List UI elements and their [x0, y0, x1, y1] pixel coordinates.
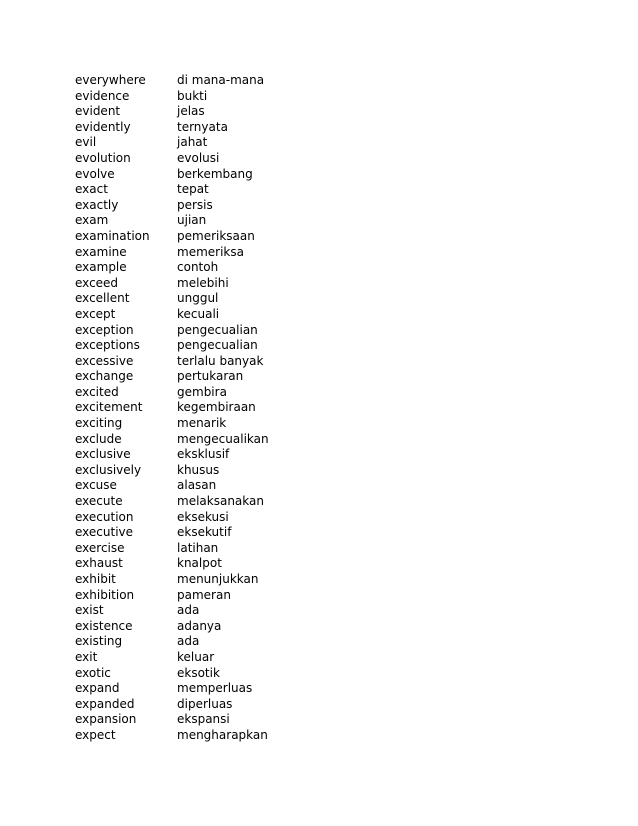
english-word: exact: [75, 182, 108, 197]
indonesian-translation: pemeriksaan: [177, 228, 255, 243]
vocabulary-row: [75, 120, 377, 136]
vocabulary-row: [75, 588, 377, 604]
indonesian-translation: gembira: [177, 384, 227, 399]
indonesian-translation: eksekutif: [177, 525, 232, 540]
vocabulary-row: [75, 432, 377, 448]
english-word: execution: [75, 509, 134, 524]
vocabulary-row: [75, 478, 377, 494]
indonesian-translation: pertukaran: [177, 369, 244, 384]
english-word: examination: [75, 228, 150, 243]
english-word: exercise: [75, 540, 125, 555]
indonesian-translation: memeriksa: [177, 244, 244, 259]
indonesian-translation: ada: [177, 634, 200, 649]
vocabulary-row: [75, 307, 377, 323]
vocabulary-row: [75, 245, 377, 261]
vocabulary-row: [75, 712, 377, 728]
vocabulary-row: [75, 666, 377, 682]
vocabulary-row: [75, 619, 377, 635]
english-word: excessive: [75, 353, 134, 368]
english-word: evolve: [75, 166, 115, 181]
vocabulary-row: [75, 73, 377, 89]
vocabulary-row: [75, 213, 377, 229]
vocabulary-row: [75, 494, 377, 510]
english-word: exclude: [75, 431, 122, 446]
english-word: exhaust: [75, 556, 123, 571]
english-word: executive: [75, 525, 134, 540]
vocabulary-row: [75, 323, 377, 339]
english-word: excuse: [75, 478, 117, 493]
vocabulary-row: [75, 556, 377, 572]
indonesian-translation: adanya: [177, 618, 222, 633]
vocabulary-row: [75, 541, 377, 557]
english-word: exam: [75, 213, 109, 228]
vocabulary-row: [75, 650, 377, 666]
vocabulary-row: [75, 182, 377, 198]
indonesian-translation: eksotik: [177, 665, 220, 680]
english-word: expand: [75, 681, 120, 696]
indonesian-translation: eksekusi: [177, 509, 229, 524]
indonesian-translation: keluar: [177, 649, 215, 664]
indonesian-translation: ternyata: [177, 119, 228, 134]
vocabulary-row: [75, 198, 377, 214]
english-word: everywhere: [75, 73, 146, 87]
indonesian-translation: ada: [177, 603, 200, 618]
indonesian-translation: mengharapkan: [177, 727, 268, 742]
indonesian-translation: bukti: [177, 88, 208, 103]
indonesian-translation: pengecualian: [177, 322, 258, 337]
indonesian-translation: latihan: [177, 540, 219, 555]
english-word: exceptions: [75, 338, 140, 353]
vocabulary-row: [75, 603, 377, 619]
english-word: except: [75, 306, 116, 321]
vocabulary-row: [75, 276, 377, 292]
vocabulary-row: [75, 572, 377, 588]
english-word: existence: [75, 618, 133, 633]
english-word: evil: [75, 135, 97, 150]
indonesian-translation: tepat: [177, 182, 209, 197]
indonesian-translation: terlalu banyak: [177, 353, 264, 368]
english-word: exotic: [75, 665, 111, 680]
english-word: existing: [75, 634, 123, 649]
indonesian-translation: khusus: [177, 462, 220, 477]
indonesian-translation: ekspansi: [177, 712, 230, 727]
indonesian-translation: mengecualikan: [177, 431, 269, 446]
english-word: exciting: [75, 416, 123, 431]
indonesian-translation: contoh: [177, 260, 219, 275]
vocabulary-row: [75, 634, 377, 650]
indonesian-translation: melaksanakan: [177, 494, 264, 509]
vocabulary-row: [75, 291, 377, 307]
indonesian-translation: jelas: [177, 104, 205, 119]
indonesian-translation: persis: [177, 197, 213, 212]
english-word: exceed: [75, 275, 119, 290]
english-word: exclusive: [75, 447, 131, 462]
english-word: exist: [75, 603, 104, 618]
indonesian-translation: diperluas: [177, 696, 233, 711]
vocabulary-row: [75, 354, 377, 370]
vocabulary-row: [75, 89, 377, 105]
english-word: evidently: [75, 119, 131, 134]
english-word: exactly: [75, 197, 119, 212]
english-word: evidence: [75, 88, 130, 103]
indonesian-translation: pameran: [177, 587, 231, 602]
english-word: excitement: [75, 400, 143, 415]
indonesian-translation: knalpot: [177, 556, 222, 571]
vocabulary-row: [75, 525, 377, 541]
indonesian-translation: alasan: [177, 478, 217, 493]
indonesian-translation: kecuali: [177, 306, 220, 321]
vocabulary-row: [75, 510, 377, 526]
vocabulary-row: [75, 728, 377, 744]
english-word: excellent: [75, 291, 130, 306]
vocabulary-row: [75, 681, 377, 697]
vocabulary-row: [75, 400, 377, 416]
indonesian-translation: evolusi: [177, 150, 220, 165]
english-word: expansion: [75, 712, 137, 727]
indonesian-translation: pengecualian: [177, 338, 258, 353]
english-word: examine: [75, 244, 127, 259]
english-word: exclusively: [75, 462, 142, 477]
english-word: execute: [75, 494, 123, 509]
vocabulary-row: [75, 697, 377, 713]
english-word: evolution: [75, 150, 131, 165]
indonesian-translation: menunjukkan: [177, 572, 259, 586]
vocabulary-list: [75, 73, 377, 744]
vocabulary-row: [75, 338, 377, 354]
vocabulary-row: [75, 416, 377, 432]
english-word: exchange: [75, 369, 134, 384]
vocabulary-row: [75, 104, 377, 120]
indonesian-translation: unggul: [177, 291, 219, 306]
english-word: exhibition: [75, 587, 135, 602]
indonesian-translation: ujian: [177, 213, 207, 228]
english-word: exhibit: [75, 572, 116, 586]
indonesian-translation: di mana-mana: [177, 73, 265, 87]
vocabulary-row: [75, 151, 377, 167]
vocabulary-row: [75, 167, 377, 183]
vocabulary-row: [75, 135, 377, 151]
english-word: example: [75, 260, 127, 275]
indonesian-translation: kegembiraan: [177, 400, 256, 415]
english-word: exception: [75, 322, 134, 337]
indonesian-translation: berkembang: [177, 166, 253, 181]
english-word: exit: [75, 649, 98, 664]
indonesian-translation: eksklusif: [177, 447, 230, 462]
vocabulary-row: [75, 463, 377, 479]
indonesian-translation: melebihi: [177, 275, 229, 290]
english-word: expect: [75, 727, 116, 742]
english-word: evident: [75, 104, 121, 119]
indonesian-translation: menarik: [177, 416, 227, 431]
indonesian-translation: jahat: [177, 135, 208, 150]
vocabulary-row: [75, 260, 377, 276]
vocabulary-row: [75, 369, 377, 385]
english-word: expanded: [75, 696, 135, 711]
indonesian-translation: memperluas: [177, 681, 253, 696]
english-word: excited: [75, 384, 119, 399]
vocabulary-row: [75, 385, 377, 401]
vocabulary-row: [75, 229, 377, 245]
vocabulary-row: [75, 447, 377, 463]
